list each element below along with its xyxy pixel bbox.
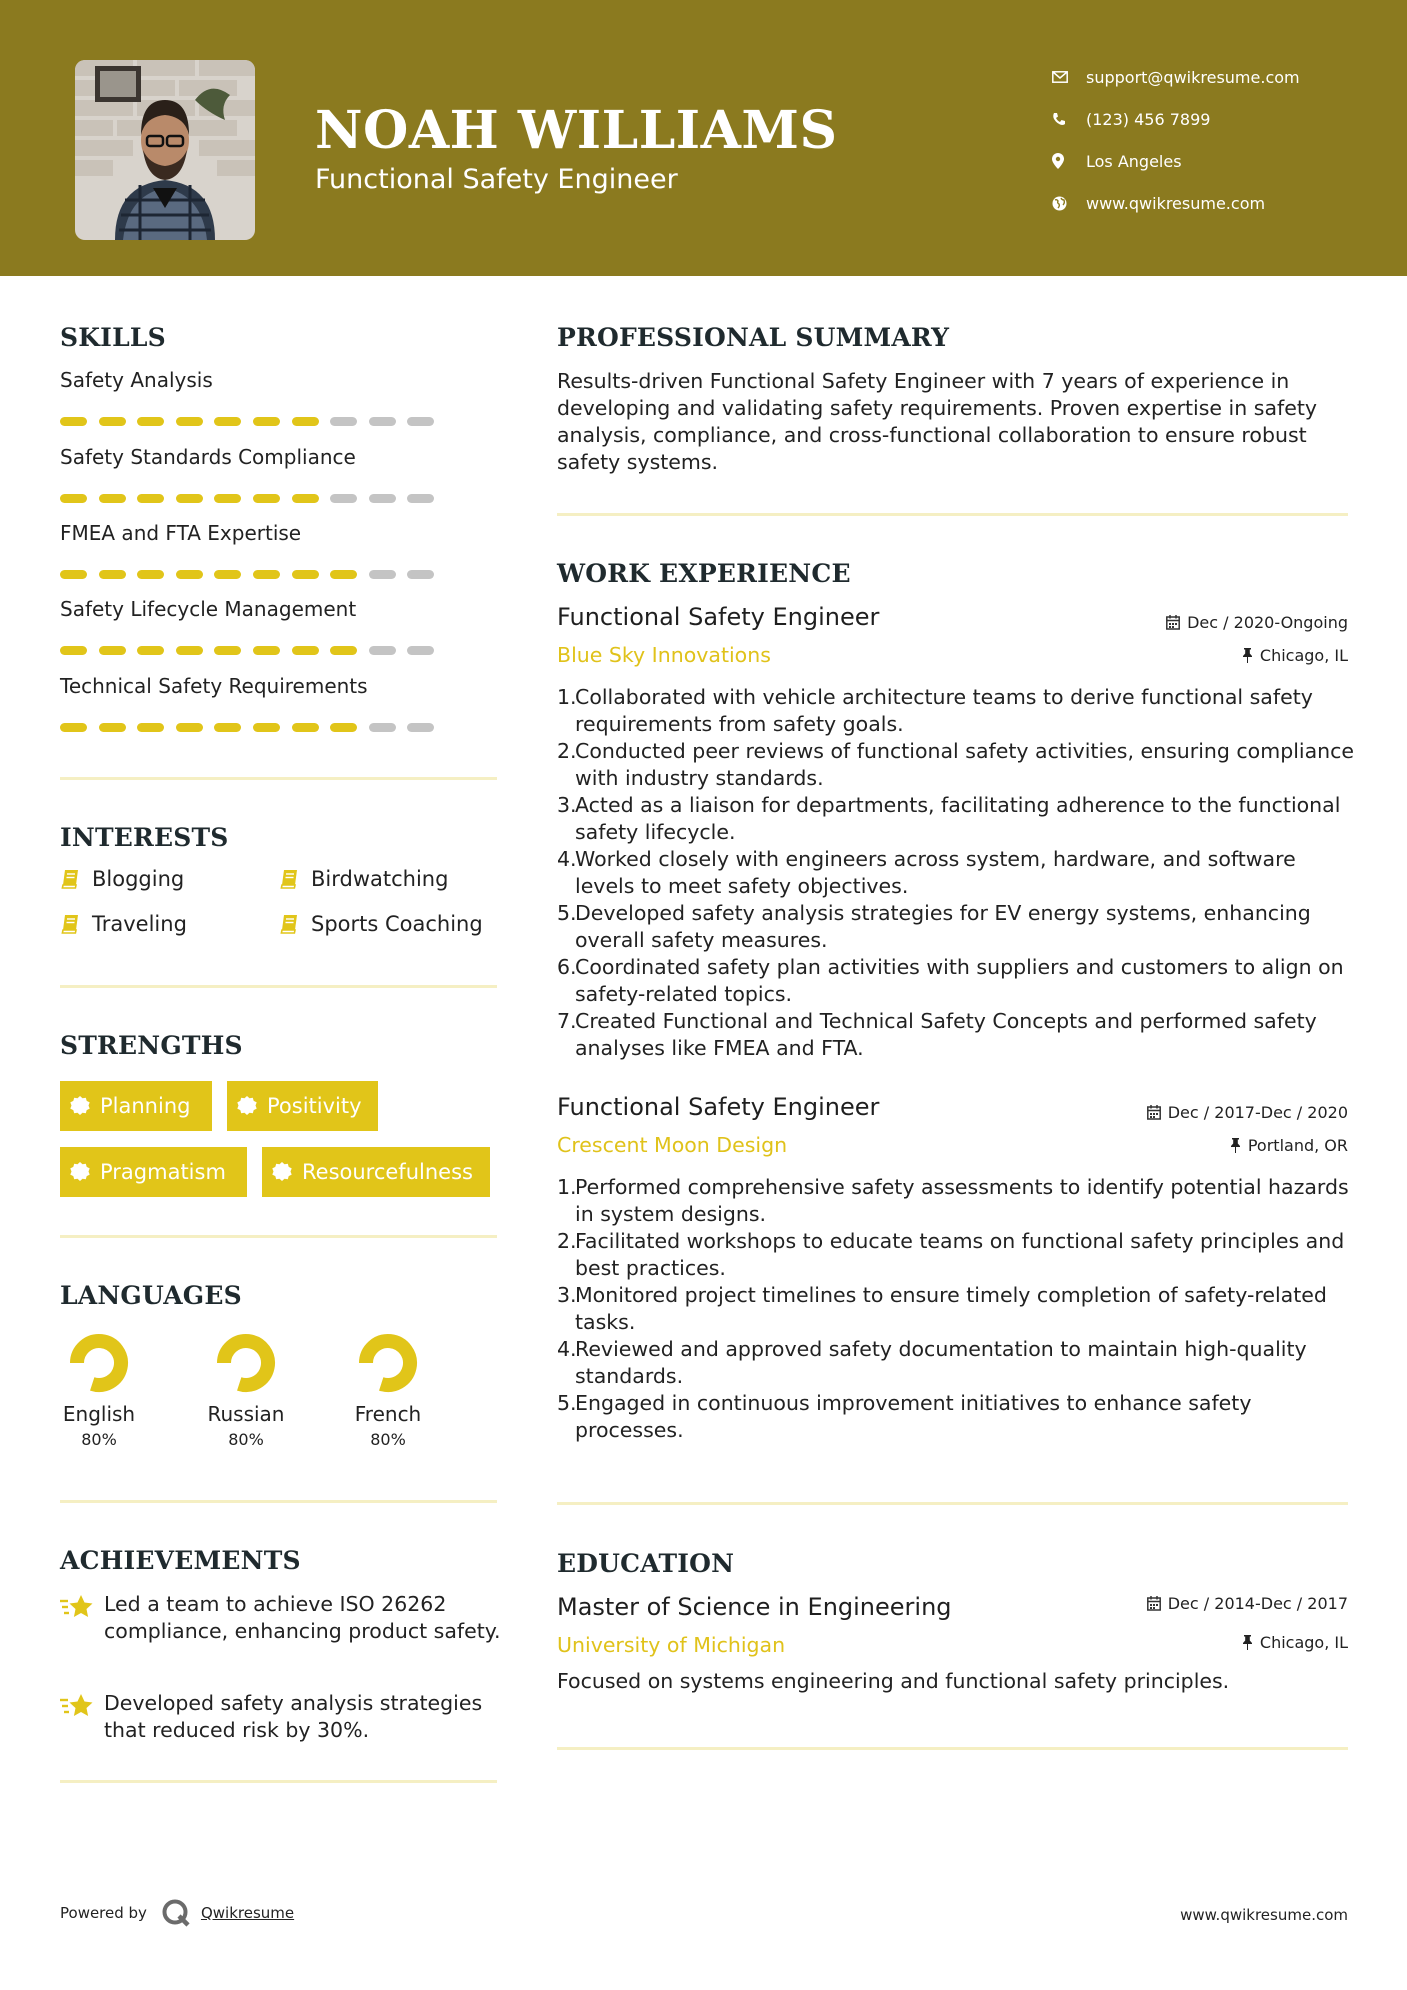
skill-dot-filled bbox=[60, 723, 87, 732]
section-divider bbox=[60, 1500, 497, 1503]
job-bullet bbox=[557, 1174, 1357, 1228]
book-icon bbox=[279, 869, 299, 889]
skill-rating bbox=[60, 417, 440, 426]
bullet-number: 1. bbox=[557, 1175, 577, 1199]
job-bullet bbox=[557, 738, 1357, 792]
job-location-text: Portland, OR bbox=[1247, 1136, 1348, 1155]
interests-heading: INTERESTS bbox=[60, 823, 229, 852]
pushpin-icon bbox=[1230, 1138, 1241, 1153]
skill-dot-filled bbox=[292, 570, 319, 579]
strength-label: Pragmatism bbox=[100, 1160, 226, 1184]
skill-dot-filled bbox=[176, 417, 203, 426]
skill-dot-filled bbox=[253, 417, 280, 426]
skill-dot-filled bbox=[214, 723, 241, 732]
job-bullets bbox=[557, 684, 1357, 1062]
skill-dot-empty bbox=[369, 723, 396, 732]
globe-icon bbox=[1050, 196, 1086, 211]
bullet-text: Monitored project timelines to ensure timely completion of safety-related tasks. bbox=[575, 1283, 1327, 1334]
bullet-number: 7. bbox=[557, 1009, 577, 1033]
language-progress-ring bbox=[357, 1332, 419, 1394]
calendar-icon bbox=[1147, 1105, 1161, 1120]
education-date bbox=[1147, 1594, 1348, 1613]
education-date-text: Dec / 2014-Dec / 2017 bbox=[1167, 1594, 1348, 1613]
star-icon bbox=[60, 1593, 94, 1621]
strengths-heading: STRENGTHS bbox=[60, 1031, 243, 1060]
skill-dot-empty bbox=[407, 417, 434, 426]
language-item bbox=[323, 1332, 453, 1449]
skill-dot-filled bbox=[99, 494, 126, 503]
bullet-number: 1. bbox=[557, 685, 577, 709]
interest-item bbox=[60, 912, 187, 936]
job-bullet bbox=[557, 900, 1357, 954]
contact-phone[interactable] bbox=[1050, 98, 1300, 140]
skill-rating bbox=[60, 570, 440, 579]
contact-location bbox=[1050, 140, 1300, 182]
skill-dot-filled bbox=[60, 494, 87, 503]
job-bullet bbox=[557, 954, 1357, 1008]
achievement-item bbox=[60, 1591, 504, 1645]
skill-name: FMEA and FTA Expertise bbox=[60, 521, 302, 545]
interest-item bbox=[279, 912, 483, 936]
skill-name: Safety Analysis bbox=[60, 368, 213, 392]
interest-item bbox=[60, 867, 184, 891]
skill-dot-filled bbox=[99, 723, 126, 732]
skill-dot-filled bbox=[60, 646, 87, 655]
job-date-text: Dec / 2017-Dec / 2020 bbox=[1167, 1103, 1348, 1122]
skill-dot-filled bbox=[137, 417, 164, 426]
skill-rating bbox=[60, 723, 440, 732]
strength-tag bbox=[227, 1081, 378, 1131]
badge-icon bbox=[272, 1162, 292, 1182]
language-percent: 80% bbox=[81, 1430, 117, 1449]
bullet-text: Collaborated with vehicle architecture teams to derive functional safety requirements from safety goals. bbox=[575, 685, 1313, 736]
language-progress-ring bbox=[215, 1332, 277, 1394]
job-bullet bbox=[557, 846, 1357, 900]
badge-icon bbox=[237, 1096, 257, 1116]
job-location bbox=[1242, 646, 1348, 665]
skill-dot-filled bbox=[330, 570, 357, 579]
skill-dot-empty bbox=[330, 494, 357, 503]
education-location-text: Chicago, IL bbox=[1259, 1633, 1348, 1652]
strength-tag bbox=[60, 1081, 212, 1131]
bullet-number: 5. bbox=[557, 901, 577, 925]
job-title: Functional Safety Engineer bbox=[557, 1093, 880, 1121]
bullet-number: 3. bbox=[557, 1283, 577, 1307]
job-bullet bbox=[557, 792, 1357, 846]
qwikresume-logo-icon bbox=[161, 1898, 191, 1928]
skill-dot-filled bbox=[176, 494, 203, 503]
candidate-title: Functional Safety Engineer bbox=[315, 164, 678, 195]
skill-rating bbox=[60, 646, 440, 655]
skill-dot-filled bbox=[253, 646, 280, 655]
skill-dot-filled bbox=[60, 417, 87, 426]
section-divider bbox=[60, 1235, 497, 1238]
skill-dot-filled bbox=[214, 646, 241, 655]
skill-dot-filled bbox=[176, 570, 203, 579]
section-divider bbox=[60, 985, 497, 988]
bullet-number: 3. bbox=[557, 793, 577, 817]
skill-dot-filled bbox=[253, 723, 280, 732]
section-divider bbox=[60, 777, 497, 780]
skill-dot-empty bbox=[369, 646, 396, 655]
language-name: French bbox=[354, 1402, 422, 1426]
skill-dot-empty bbox=[369, 494, 396, 503]
book-icon bbox=[60, 914, 80, 934]
job-bullets bbox=[557, 1174, 1357, 1444]
pushpin-icon bbox=[1242, 648, 1253, 663]
contact-website[interactable] bbox=[1050, 182, 1300, 224]
skill-dot-empty bbox=[369, 570, 396, 579]
section-divider bbox=[60, 1780, 497, 1783]
contact-email-text: support@qwikresume.com bbox=[1086, 67, 1300, 87]
skill-dot-filled bbox=[137, 570, 164, 579]
strength-tag bbox=[262, 1147, 490, 1197]
interest-label: Blogging bbox=[92, 867, 185, 891]
phone-icon bbox=[1050, 112, 1086, 126]
job-date bbox=[1147, 1103, 1348, 1122]
contact-phone-text: (123) 456 7899 bbox=[1086, 109, 1211, 129]
skill-dot-filled bbox=[99, 417, 126, 426]
skill-dot-filled bbox=[292, 723, 319, 732]
skill-dot-filled bbox=[137, 494, 164, 503]
summary-text: Results-driven Functional Safety Engineer with 7 years of experience in developing and validating safety requirements. Proven expertise in safety analysis, compliance, and cross-functional collaboration to ensure robust safety systems. bbox=[557, 369, 1318, 474]
footer-powered-by bbox=[60, 1898, 294, 1928]
bullet-text: Engaged in continuous improvement initiatives to enhance safety processes. bbox=[575, 1391, 1252, 1442]
envelope-icon bbox=[1050, 71, 1086, 83]
job-bullet bbox=[557, 684, 1357, 738]
strength-label: Resourcefulness bbox=[302, 1160, 473, 1184]
job-bullet bbox=[557, 1336, 1357, 1390]
education-description: Focused on systems engineering and functional safety principles. bbox=[557, 1669, 1230, 1693]
job-date bbox=[1166, 613, 1348, 632]
language-progress-arc bbox=[224, 1341, 268, 1385]
job-date-text: Dec / 2020-Ongoing bbox=[1187, 613, 1348, 632]
section-divider bbox=[557, 513, 1348, 516]
skill-dot-filled bbox=[253, 494, 280, 503]
bullet-number: 2. bbox=[557, 1229, 577, 1253]
calendar-icon bbox=[1166, 615, 1180, 630]
bullet-text: Conducted peer reviews of functional safety activities, ensuring compliance with industry standards. bbox=[575, 739, 1355, 790]
skill-dot-empty bbox=[407, 723, 434, 732]
job-title: Functional Safety Engineer bbox=[557, 603, 880, 631]
bullet-text: Reviewed and approved safety documentation to maintain high-quality standards. bbox=[575, 1337, 1307, 1388]
footer-url[interactable]: www.qwikresume.com bbox=[1180, 1906, 1348, 1924]
skill-dot-filled bbox=[137, 646, 164, 655]
bullet-number: 6. bbox=[557, 955, 577, 979]
star-icon bbox=[60, 1692, 94, 1720]
skill-dot-filled bbox=[330, 723, 357, 732]
language-percent: 80% bbox=[228, 1430, 264, 1449]
language-name: Russian bbox=[207, 1402, 285, 1426]
education-heading: EDUCATION bbox=[557, 1549, 735, 1578]
language-progress-ring bbox=[68, 1332, 130, 1394]
section-divider bbox=[557, 1747, 1348, 1750]
skill-dot-filled bbox=[137, 723, 164, 732]
skill-dot-filled bbox=[330, 646, 357, 655]
job-bullet bbox=[557, 1282, 1357, 1336]
book-icon bbox=[279, 914, 299, 934]
calendar-icon bbox=[1147, 1596, 1161, 1611]
resume-header bbox=[0, 0, 1407, 276]
language-item bbox=[181, 1332, 311, 1449]
strength-label: Positivity bbox=[267, 1094, 362, 1118]
language-progress-arc bbox=[366, 1341, 410, 1385]
contact-list bbox=[1050, 56, 1300, 224]
skill-dot-filled bbox=[292, 417, 319, 426]
bullet-number: 2. bbox=[557, 739, 577, 763]
skill-dot-filled bbox=[60, 570, 87, 579]
map-pin-icon bbox=[1050, 153, 1086, 169]
interest-label: Birdwatching bbox=[311, 867, 449, 891]
qwikresume-link[interactable]: Qwikresume bbox=[200, 1904, 295, 1922]
achievements-heading: ACHIEVEMENTS bbox=[60, 1546, 301, 1575]
strength-tag bbox=[60, 1147, 247, 1197]
skills-heading: SKILLS bbox=[60, 323, 166, 352]
skill-dot-empty bbox=[407, 646, 434, 655]
bullet-number: 4. bbox=[557, 847, 577, 871]
job-bullet bbox=[557, 1228, 1357, 1282]
job-bullet bbox=[557, 1390, 1357, 1444]
skill-dot-filled bbox=[176, 646, 203, 655]
skill-dot-filled bbox=[214, 570, 241, 579]
languages-heading: LANGUAGES bbox=[60, 1281, 242, 1310]
skill-name: Safety Standards Compliance bbox=[60, 445, 356, 469]
bullet-number: 5. bbox=[557, 1391, 577, 1415]
skill-rating bbox=[60, 494, 440, 503]
candidate-name: NOAH WILLIAMS bbox=[315, 100, 838, 161]
skill-name: Safety Lifecycle Management bbox=[60, 597, 357, 621]
bullet-text: Facilitated workshops to educate teams on functional safety principles and best practices. bbox=[575, 1229, 1345, 1280]
achievement-text: Developed safety analysis strategies that reduced risk by 30%. bbox=[104, 1691, 483, 1742]
company-name: Blue Sky Innovations bbox=[557, 643, 771, 667]
experience-heading: WORK EXPERIENCE bbox=[557, 559, 851, 588]
language-percent: 80% bbox=[370, 1430, 406, 1449]
language-item bbox=[34, 1332, 164, 1449]
contact-website-text: www.qwikresume.com bbox=[1086, 193, 1266, 213]
skill-dot-filled bbox=[176, 723, 203, 732]
book-icon bbox=[60, 869, 80, 889]
skill-dot-filled bbox=[292, 494, 319, 503]
skill-dot-filled bbox=[253, 570, 280, 579]
powered-by-label: Powered by bbox=[60, 1904, 147, 1922]
strength-label: Planning bbox=[100, 1094, 191, 1118]
contact-location-text: Los Angeles bbox=[1086, 151, 1182, 171]
bullet-text: Acted as a liaison for departments, facilitating adherence to the functional safety lifecycle. bbox=[575, 793, 1341, 844]
interest-label: Traveling bbox=[92, 912, 187, 936]
skill-dot-filled bbox=[99, 570, 126, 579]
language-name: English bbox=[62, 1402, 136, 1426]
interest-item bbox=[279, 867, 448, 891]
summary-heading: PROFESSIONAL SUMMARY bbox=[557, 323, 950, 352]
company-name: Crescent Moon Design bbox=[557, 1133, 788, 1157]
skill-dot-empty bbox=[407, 494, 434, 503]
badge-icon bbox=[70, 1162, 90, 1182]
bullet-text: Performed comprehensive safety assessments to identify potential hazards in system designs. bbox=[575, 1175, 1349, 1226]
skill-dot-filled bbox=[99, 646, 126, 655]
bullet-number: 4. bbox=[557, 1337, 577, 1361]
skill-dot-filled bbox=[214, 494, 241, 503]
achievement-item bbox=[60, 1690, 504, 1744]
achievement-text: Led a team to achieve ISO 26262 compliance, enhancing product safety. bbox=[104, 1592, 501, 1643]
degree-title: Master of Science in Engineering bbox=[557, 1593, 952, 1621]
badge-icon bbox=[70, 1096, 90, 1116]
school-name: University of Michigan bbox=[557, 1633, 786, 1657]
bullet-text: Created Functional and Technical Safety Concepts and performed safety analyses like FMEA and FTA. bbox=[575, 1009, 1317, 1060]
language-progress-arc bbox=[77, 1341, 121, 1385]
job-location-text: Chicago, IL bbox=[1259, 646, 1348, 665]
bullet-text: Coordinated safety plan activities with suppliers and customers to align on safety-related topics. bbox=[575, 955, 1344, 1006]
contact-email[interactable] bbox=[1050, 56, 1300, 98]
skill-dot-empty bbox=[330, 417, 357, 426]
skill-name: Technical Safety Requirements bbox=[60, 674, 368, 698]
bullet-text: Developed safety analysis strategies for EV energy systems, enhancing overall safety measures. bbox=[575, 901, 1311, 952]
interest-label: Sports Coaching bbox=[311, 912, 483, 936]
skill-dot-empty bbox=[369, 417, 396, 426]
job-bullet bbox=[557, 1008, 1357, 1062]
skill-dot-filled bbox=[292, 646, 319, 655]
section-divider bbox=[557, 1502, 1348, 1505]
bullet-text: Worked closely with engineers across system, hardware, and software levels to meet safety objectives. bbox=[575, 847, 1296, 898]
profile-photo bbox=[75, 60, 255, 240]
job-location bbox=[1230, 1136, 1348, 1155]
pushpin-icon bbox=[1242, 1635, 1253, 1650]
skill-dot-filled bbox=[214, 417, 241, 426]
skill-dot-empty bbox=[407, 570, 434, 579]
education-location bbox=[1242, 1633, 1348, 1652]
